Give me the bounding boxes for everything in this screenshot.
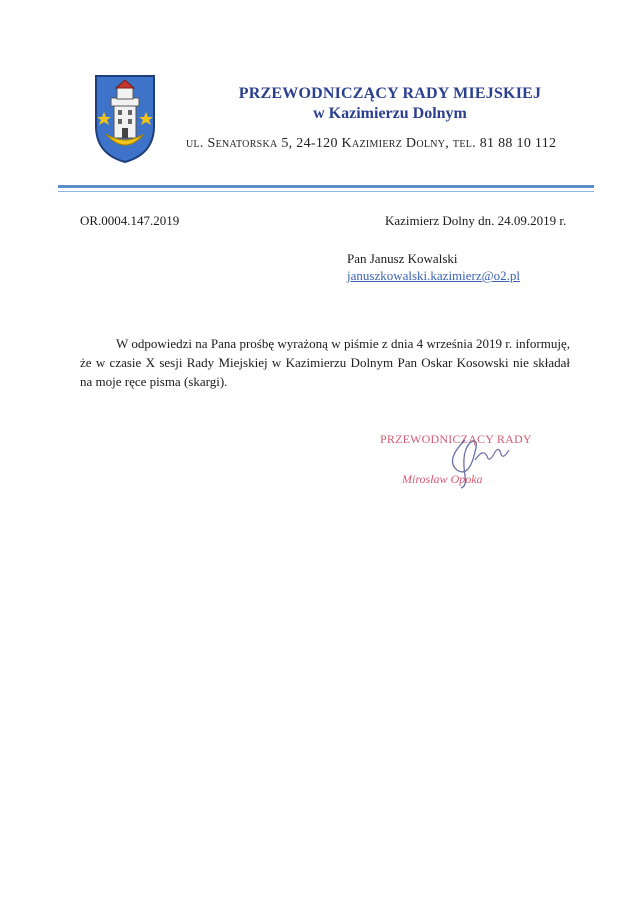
stamp-name: Mirosław Opoka	[402, 472, 483, 486]
page-title: PRZEWODNICZĄCY RADY MIEJSKIEJ	[238, 85, 542, 102]
reference-number: OR.0004.147.2019	[80, 213, 180, 228]
recipient-email-link[interactable]: januszkowalski.kazimierz@o2.pl	[347, 268, 520, 283]
header-divider-thin	[58, 191, 594, 192]
letter-body: W odpowiedzi na Pana prośbę wyrażoną w piśmie z dnia 4 września 2019 r. informuję, że w czasie X sesji Rady Miejskiej w Kazimierzu Dolnym Pan Oskar Kosowski nie składał na moje ręce pisma (skargi).	[80, 336, 570, 389]
letter-date: Kazimierz Dolny dn. 24.09.2019 r.	[385, 213, 567, 228]
coat-of-arms-icon	[94, 74, 156, 164]
page-subtitle: w Kazimierzu Dolnym	[313, 105, 467, 122]
recipient-name: Pan Janusz Kowalski	[347, 251, 458, 266]
header-divider	[58, 185, 594, 188]
stamp-title: PRZEWODNICZĄCY RADY	[380, 432, 532, 446]
signature-stamp	[380, 428, 540, 498]
contact-address: ul. Senatorska 5, 24-120 Kazimierz Dolny, tel. 81 88 10 112	[186, 136, 557, 151]
handwritten-signature-icon	[435, 430, 515, 490]
